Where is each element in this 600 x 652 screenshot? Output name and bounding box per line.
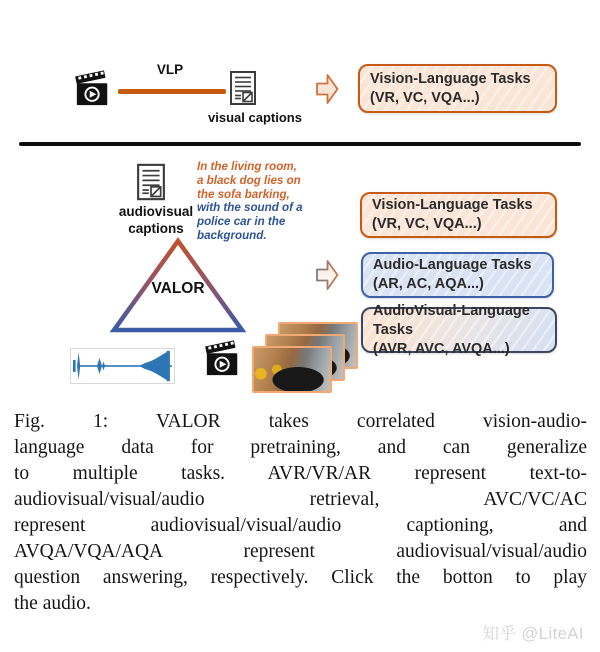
task-box-subtitle: (VR, VC, VQA...) (372, 216, 482, 232)
audiovisual-label-line1: audiovisual (118, 204, 194, 219)
task-box-subtitle: (AR, AC, AQA...) (373, 276, 484, 292)
example-caption-text (197, 160, 321, 243)
example-line: with the sound of a (197, 201, 303, 215)
vision-language-tasks-box (360, 192, 557, 238)
valor-model-label: VALOR (151, 280, 205, 297)
task-box-title: Vision-Language Tasks (372, 197, 533, 213)
caption-line: question answering, respectively. Click the botton to play (14, 567, 587, 588)
audiovisual-label-line2: captions (128, 220, 184, 236)
zhihu-watermark: 知乎 @LiteAI (482, 625, 584, 643)
vision-language-tasks-box-top (358, 64, 557, 113)
flow-arrow-icon (314, 256, 340, 294)
flow-arrow-icon (314, 70, 340, 108)
video-frame-thumbnail (252, 346, 332, 393)
visual-captions-label: visual captions (208, 110, 302, 125)
task-box-subtitle: (VR, VC, VQA...) (370, 89, 480, 106)
caption-line: the audio. (14, 593, 91, 614)
task-box-subtitle: (AVR, AVC, AVQA...) (373, 340, 510, 357)
vlp-label: VLP (156, 62, 184, 77)
caption-line: language data for pretraining, and can generalize (14, 437, 587, 458)
audiovisual-captions-document-icon (136, 162, 166, 202)
caption-line: audiovisual/visual/audio retrieval, AVC/VC/AC (14, 489, 587, 510)
caption-line: Fig. 1: VALOR takes correlated vision-audio- (14, 411, 587, 432)
visual-captions-document-icon (229, 70, 257, 106)
example-line: police car in the (197, 215, 286, 229)
caption-line: to multiple tasks. AVR/VR/AR represent text-to- (14, 463, 587, 484)
audio-waveform-play-button[interactable] (70, 348, 175, 384)
example-line: the sofa barking, (197, 187, 290, 201)
example-line: background. (197, 228, 267, 242)
video-clapperboard-icon (74, 70, 112, 108)
audio-language-tasks-box (361, 252, 554, 298)
example-line: In the living room, (197, 160, 297, 173)
task-box-title: AudioVisual-Language Tasks (373, 302, 530, 338)
audiovisual-captions-label (108, 204, 204, 237)
video-clapperboard-icon (204, 340, 242, 378)
task-box-title: Audio-Language Tasks (373, 257, 532, 273)
caption-line: represent audiovisual/visual/audio captioning, and (14, 515, 587, 536)
caption-line: AVQA/VQA/AQA represent audiovisual/visual/audio (14, 541, 587, 562)
section-divider (19, 142, 581, 146)
vlp-connector-line (118, 89, 226, 94)
task-box-title: Vision-Language Tasks (370, 70, 531, 87)
example-line: a black dog lies on (197, 173, 301, 187)
figure-caption (14, 409, 587, 617)
audiovisual-language-tasks-box (361, 302, 557, 357)
